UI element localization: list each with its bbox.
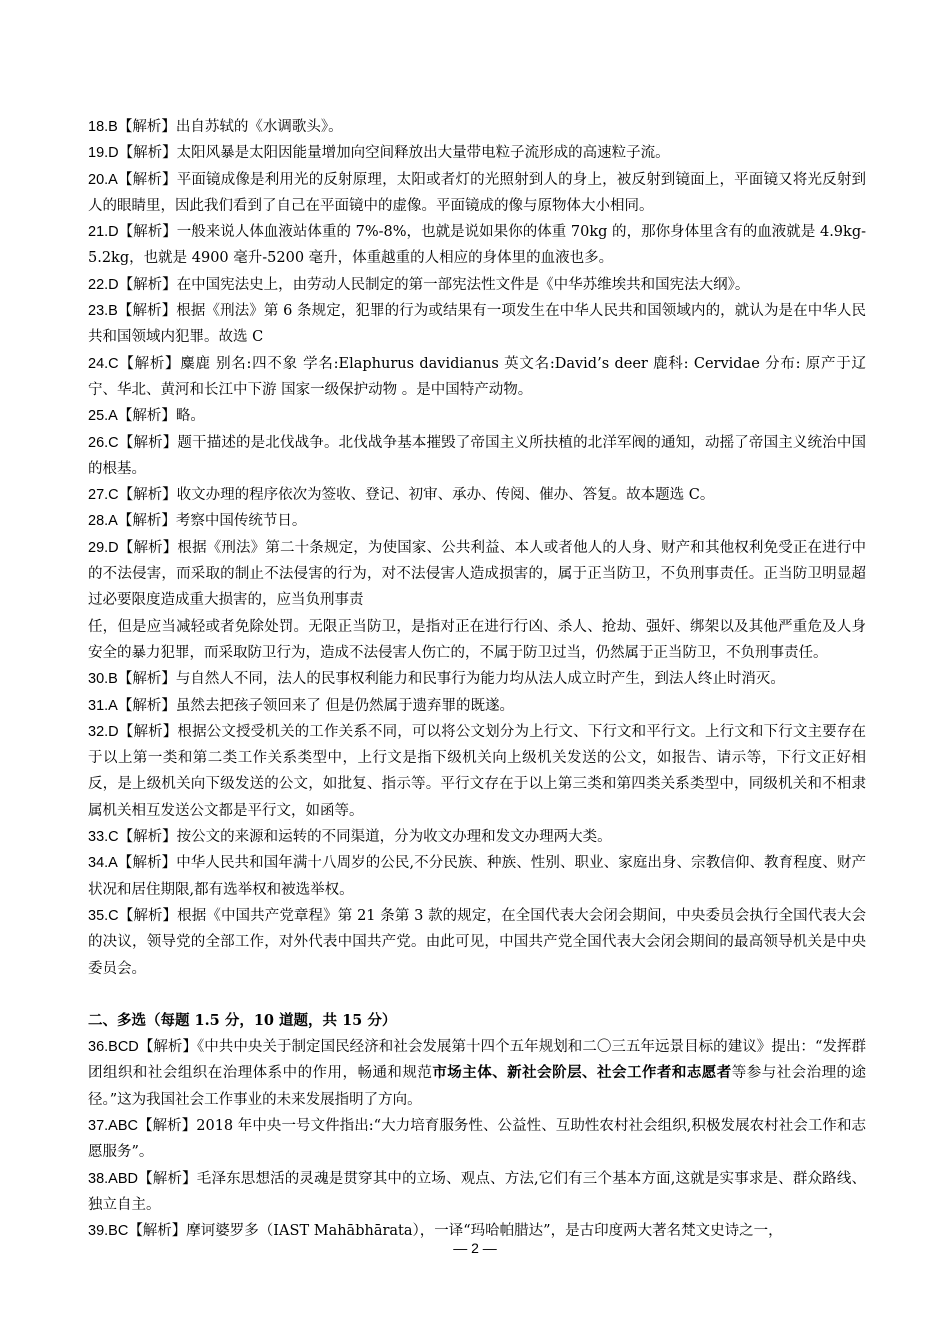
answer-item bbox=[88, 693, 866, 719]
answer-text: 任，但是应当减轻或者免除处罚。无限正当防卫，是指对正在进行行凶、杀人、抢劫、强奸、绑架以及其他严重危及人身安全的暴力犯罪，而采取防卫行为，造成不法侵害人伤亡的，不属于防卫过当，仍然属于正当防卫，不负刑事责任。 bbox=[88, 618, 866, 661]
answer-text: 【解析】《中共中央关于制定国民经济和社会发展第十四个五年规划和二〇三五年远景目标的建议》提出：“发挥群团组织和社会组织在治理体系中的作用，畅通和规范 bbox=[88, 1039, 866, 1082]
answer-text: 【解析】麋鹿 别名:四不象 学名:Elaphurus davidianus 英文名:David’s deer 鹿科: Cervidae 分布: 原产于辽宁、华北、黄河和长江中下游 国家一级保护动物 。是中国特产动物。 bbox=[88, 355, 866, 398]
answer-text: 【解析】根据《刑法》第 6 条规定，犯罪的行为或结果有一项发生在中华人民共和国领域内的，就认为是在中华人民共和国领域内犯罪。故选 C bbox=[88, 303, 866, 346]
answer-item bbox=[88, 903, 866, 982]
answer-number: 24.C bbox=[88, 355, 119, 372]
answer-text: 【解析】毛泽东思想活的灵魂是贯穿其中的立场、观点、方法,它们有三个基本方面,这就是实事求是、群众路线、独立自主。 bbox=[88, 1170, 866, 1213]
answer-text: 【解析】考察中国传统节日。 bbox=[117, 513, 307, 530]
answer-item bbox=[88, 482, 866, 508]
answer-text: 【解析】虽然去把孩子领回来了 但是仍然属于遗弃罪的既遂。 bbox=[117, 697, 514, 714]
answer-number: 33.C bbox=[88, 829, 119, 846]
document-body bbox=[88, 114, 866, 1244]
answer-number: 28.A bbox=[88, 513, 118, 530]
answer-text: 【解析】中华人民共和国年满十八周岁的公民,不分民族、种族、性别、职业、家庭出身、宗教信仰、教育程度、财产状况和居住期限,都有选举权和被选举权。 bbox=[88, 855, 866, 898]
answer-number: 38.ABD bbox=[88, 1170, 138, 1187]
page-number: — 2 — bbox=[453, 1240, 497, 1256]
answer-text: 等参与社会治理的途径。”这为我国社会工作事业的未来发展指明了方向。 bbox=[88, 1065, 867, 1108]
answer-text: 【解析】太阳风暴是太阳因能量增加向空间释放出大量带电粒子流形成的高速粒子流。 bbox=[118, 145, 670, 162]
answer-number: 21.D bbox=[88, 224, 119, 241]
answer-item bbox=[88, 850, 866, 903]
answer-item bbox=[88, 508, 866, 534]
answer-item bbox=[88, 824, 866, 850]
answer-text: 【解析】根据《中国共产党章程》第 21 条第 3 款的规定，在全国代表大会闭会期间，中央委员会执行全国代表大会的决议，领导党的全部工作，对外代表中国共产党。由此可见，中国共产党全国代表大会闭会期间的最高领导机关是中央委员会。 bbox=[88, 907, 866, 977]
answer-number: 29.D bbox=[88, 539, 119, 556]
answer-number: 30.B bbox=[88, 671, 118, 688]
answer-item bbox=[88, 430, 866, 483]
answer-text: 【解析】略。 bbox=[117, 408, 205, 425]
answer-number: 34.A bbox=[88, 855, 118, 872]
answer-number: 22.D bbox=[88, 276, 119, 293]
answer-text: 【解析】2018 年中央一号文件指出:“大力培育服务性、公益性、互助性农村社会组织,积极发展农村社会工作和志愿服务”。 bbox=[88, 1117, 866, 1161]
answer-text-bold: 市场主体、新社会阶层、社会工作者和志愿者 bbox=[432, 1064, 732, 1082]
answer-number: 19.D bbox=[88, 145, 119, 162]
answer-item bbox=[88, 114, 866, 140]
answer-number: 27.C bbox=[88, 487, 119, 504]
answer-number: 20.A bbox=[88, 171, 118, 188]
answer-item-continued bbox=[88, 614, 866, 667]
answer-item bbox=[88, 351, 866, 404]
answer-text: 【解析】摩诃婆罗多（IAST Mahābhārata），一译“玛哈帕腊达”，是古印度两大著名梵文史诗之一， bbox=[128, 1223, 783, 1240]
answer-number: 26.C bbox=[88, 434, 119, 451]
answer-text: 【解析】出自苏轼的《水调歌头》。 bbox=[117, 119, 343, 135]
answer-item bbox=[88, 535, 866, 614]
answer-text: 【解析】一般来说人体血液站体重的 7%-8%，也就是说如果你的体重 70kg 的，那你身体里含有的血液就是 4.9kg-5.2kg，也就是 4900 毫升-5200 毫升，体重越重的人相应的身体里的血液也多。 bbox=[88, 224, 866, 267]
answer-item bbox=[88, 272, 866, 298]
answer-item bbox=[88, 219, 866, 272]
answer-item bbox=[88, 167, 866, 220]
answer-number: 36.BCD bbox=[88, 1039, 139, 1056]
answer-text: 【解析】按公文的来源和运转的不同渠道，分为收文办理和发文办理两大类。 bbox=[118, 829, 612, 846]
answer-item bbox=[88, 719, 866, 824]
answer-text: 【解析】收文办理的程序依次为签收、登记、初审、承办、传阅、催办、答复。故本题选 C。 bbox=[118, 487, 715, 504]
answer-item bbox=[88, 1034, 866, 1113]
answer-text: 【解析】根据公文授受机关的工作关系不同，可以将公文划分为上行文、下行文和平行文。上行文和下行文主要存在于以上第一类和第二类工作关系类型中，上行文是指下级机关向上级机关发送的公文，如报告、请示等，下行文正好相反，是上级机关向下级发送的公文，如批复、指示等。平行文存在于以上第三类和第四类关系类型中，同级机关和不相隶属机关相互发送公文都是平行文，如函等。 bbox=[88, 723, 866, 819]
answer-number: 37.ABC bbox=[88, 1117, 138, 1134]
answer-number: 18.B bbox=[88, 119, 118, 135]
answer-text: 【解析】平面镜成像是利用光的反射原理，太阳或者灯的光照射到人的身上，被反射到镜面上，平面镜又将光反射到人的眼睛里，因此我们看到了自己在平面镜中的虚像。平面镜成的像与原物体大小相同。 bbox=[88, 171, 866, 214]
answer-number: 31.A bbox=[88, 697, 118, 714]
answer-number: 35.C bbox=[88, 907, 119, 924]
answer-text: 【解析】根据《刑法》第二十条规定，为使国家、公共利益、本人或者他人的人身、财产和其他权利免受正在进行中的不法侵害，而采取的制止不法侵害的行为，对不法侵害人造成损害的，属于正当防卫，不负刑事责任。正当防卫明显超过必要限度造成重大损害的，应当负刑事责 bbox=[88, 539, 866, 609]
answer-item bbox=[88, 666, 866, 692]
answer-item bbox=[88, 403, 866, 429]
answer-text: 【解析】题干描述的是北伐战争。北伐战争基本摧毁了帝国主义所扶植的北洋军阀的通知，动摇了帝国主义统治中国的根基。 bbox=[88, 434, 866, 477]
answer-number: 39.BC bbox=[88, 1223, 129, 1240]
answer-text: 【解析】与自然人不同，法人的民事权利能力和民事行为能力均从法人成立时产生，到法人终止时消灭。 bbox=[117, 671, 785, 688]
answer-item bbox=[88, 1166, 866, 1219]
answer-number: 23.B bbox=[88, 303, 118, 320]
answer-text: 【解析】在中国宪法史上，由劳动人民制定的第一部宪法性文件是《中华苏维埃共和国宪法大纲》。 bbox=[118, 276, 750, 293]
answer-item bbox=[88, 1113, 866, 1166]
answer-item bbox=[88, 140, 866, 166]
answer-number: 32.D bbox=[88, 723, 119, 740]
answer-number: 25.A bbox=[88, 408, 118, 425]
section-heading: 二、多选（每题 1.5 分，10 道题，共 15 分） bbox=[88, 1011, 397, 1029]
answer-item bbox=[88, 298, 866, 351]
